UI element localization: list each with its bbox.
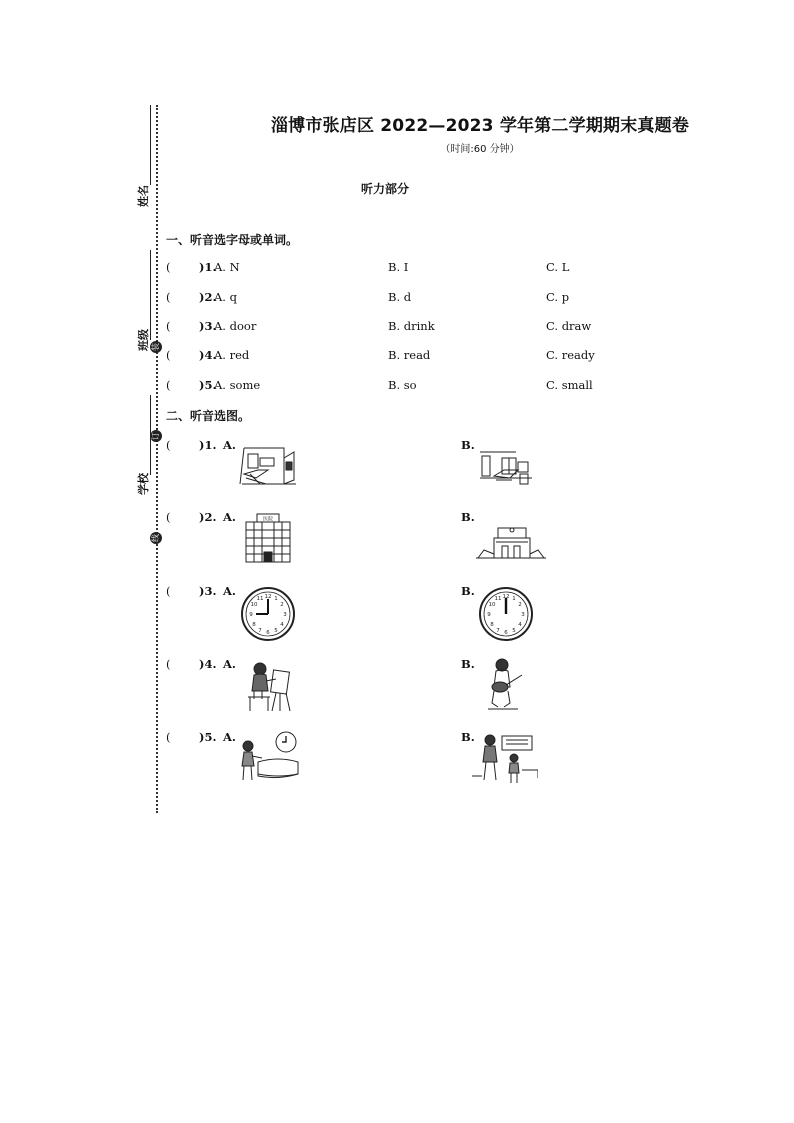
option-c: C. ready: [546, 348, 595, 362]
question-number: )2.: [199, 510, 217, 524]
question-number: )4.: [199, 348, 217, 362]
children-at-bus-stop-icon: [472, 730, 538, 786]
binding-dotted-line: [156, 105, 158, 813]
option-a-label: A.: [223, 438, 236, 452]
question-number: )4.: [199, 657, 217, 671]
section2-question-5: [166, 730, 766, 810]
answer-paren[interactable]: (: [166, 348, 171, 362]
option-b: B. I: [388, 260, 409, 274]
question-number: )1.: [199, 260, 217, 274]
option-c: C. p: [546, 290, 570, 304]
svg-text:4: 4: [280, 622, 284, 628]
svg-text:5: 5: [512, 628, 516, 634]
section1-question-5: [166, 378, 766, 396]
binding-mark-2: 订: [151, 432, 160, 440]
option-b-label: B.: [461, 510, 475, 524]
svg-text:12: 12: [264, 594, 272, 600]
child-making-bed-icon: [238, 730, 300, 786]
answer-paren[interactable]: (: [166, 378, 171, 392]
section2-question-1: [166, 438, 766, 518]
svg-text:4: 4: [518, 622, 522, 628]
answer-paren[interactable]: (: [166, 584, 171, 598]
class-blank-line: [150, 250, 151, 340]
svg-text:11: 11: [256, 596, 264, 602]
answer-paren[interactable]: (: [166, 510, 171, 524]
option-a-label: A.: [223, 657, 236, 671]
option-b: B. d: [388, 290, 412, 304]
section1-question-4: [166, 348, 766, 366]
svg-text:2: 2: [280, 602, 284, 608]
svg-text:10: 10: [250, 602, 258, 608]
child-drawing-icon: [242, 657, 300, 715]
binding-mark-1: 装: [151, 343, 160, 351]
question-number: )5.: [199, 730, 217, 744]
svg-text:9: 9: [487, 612, 491, 618]
option-c: C. small: [546, 378, 593, 392]
room-with-window-icon: [238, 444, 300, 488]
option-c: C. L: [546, 260, 570, 274]
svg-text:8: 8: [252, 622, 256, 628]
option-a-label: A.: [223, 584, 236, 598]
svg-text:7: 7: [258, 628, 262, 634]
option-b: B. drink: [388, 319, 435, 333]
svg-text:8: 8: [490, 622, 494, 628]
exam-title: 淄博市张店区 2022—2023 学年第二学期期末真题卷: [270, 116, 690, 136]
option-b: B. so: [388, 378, 417, 392]
answer-paren[interactable]: (: [166, 657, 171, 671]
svg-text:5: 5: [274, 628, 278, 634]
clock-nine-icon: [240, 586, 296, 642]
question-number: )3.: [199, 319, 217, 333]
option-b-label: B.: [461, 438, 475, 452]
option-b-label: B.: [461, 584, 475, 598]
option-a: A. door: [214, 319, 257, 333]
exam-duration: （时间:60 分钟）: [440, 144, 520, 155]
section2-question-2: [166, 510, 766, 590]
svg-text:6: 6: [504, 630, 508, 636]
svg-text:3: 3: [521, 612, 525, 618]
listening-part-heading: 听力部分: [360, 182, 409, 196]
option-a: A. q: [214, 290, 237, 304]
answer-paren[interactable]: (: [166, 730, 171, 744]
option-a-label: A.: [223, 730, 236, 744]
option-b-label: B.: [461, 730, 475, 744]
name-label: 姓名: [137, 185, 150, 207]
svg-text:3: 3: [283, 612, 287, 618]
svg-text:1: 1: [512, 596, 516, 602]
option-b: B. read: [388, 348, 431, 362]
section2-question-4: [166, 657, 766, 737]
answer-paren[interactable]: (: [166, 438, 171, 452]
hospital-building-icon: [242, 512, 294, 564]
svg-text:2: 2: [518, 602, 522, 608]
svg-text:医院: 医院: [262, 516, 274, 523]
section2-question-3: [166, 584, 766, 664]
question-number: )5.: [199, 378, 217, 392]
option-b-label: B.: [461, 657, 475, 671]
option-a: A. red: [214, 348, 250, 362]
answer-paren[interactable]: (: [166, 290, 171, 304]
man-playing-guitar-icon: [482, 657, 526, 717]
svg-text:9: 9: [249, 612, 253, 618]
option-a-label: A.: [223, 510, 236, 524]
section1-question-1: [166, 260, 766, 278]
section1-question-2: [166, 290, 766, 308]
question-number: )2.: [199, 290, 217, 304]
school-building-icon: [476, 522, 546, 562]
option-c: C. draw: [546, 319, 592, 333]
answer-paren[interactable]: (: [166, 319, 171, 333]
svg-text:12: 12: [502, 594, 510, 600]
clock-twelve-icon: [478, 586, 534, 642]
section1-heading: 一、听音选字母或单词。: [166, 233, 299, 247]
question-number: )1.: [199, 438, 217, 452]
class-label: 班级: [137, 329, 150, 351]
svg-text:10: 10: [488, 602, 496, 608]
svg-text:6: 6: [266, 630, 270, 636]
name-blank-line: [150, 105, 151, 185]
binding-mark-3: 线: [151, 534, 160, 542]
svg-text:11: 11: [494, 596, 502, 602]
option-a: A. some: [214, 378, 261, 392]
option-a: A. N: [214, 260, 240, 274]
school-label: 学校: [137, 473, 150, 495]
answer-paren[interactable]: (: [166, 260, 171, 274]
section1-question-3: [166, 319, 766, 337]
room-with-furniture-icon: [476, 450, 538, 490]
section2-heading: 二、听音选图。: [166, 409, 251, 423]
question-number: )3.: [199, 584, 217, 598]
svg-text:7: 7: [496, 628, 500, 634]
svg-text:1: 1: [274, 596, 278, 602]
